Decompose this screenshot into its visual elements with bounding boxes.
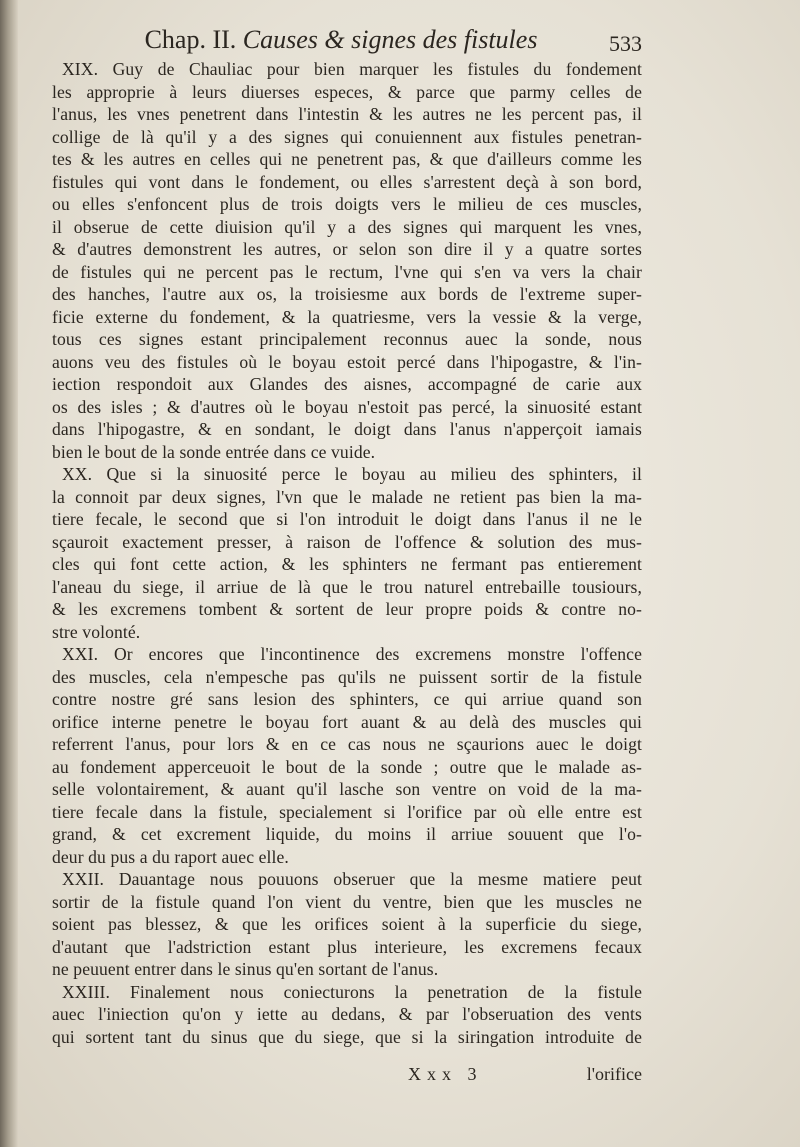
text-line: qui sortent tant du sinus que du siege, que si la siringation introduite de — [52, 1026, 642, 1047]
text-line: bien le bout de la sonde entrée dans ce vuide. — [52, 441, 376, 462]
chapter-title: Causes & signes des fistules — [242, 25, 538, 54]
text-line: tiere fecale dans la fistule, specialement si l'orifice par où elle entre est — [52, 801, 642, 822]
signature-mark: Xxx 3 — [408, 1064, 483, 1084]
text-line: XXI. Or encores que l'incontinence des excremens monstre l'offence — [62, 644, 642, 664]
text-line: iection respondoit aux Glandes des aisnes, accompagné de carie aux — [52, 374, 642, 394]
text-line: des hanches, l'autre aux os, la troisiesme aux bords de l'extreme super- — [52, 284, 642, 304]
text-line: fistules qui vont dans le fondement, ou elles s'arrestent deçà à son bord, — [52, 171, 642, 192]
text-line: auons veu des fistules où le boyau estoit percé dans l'hipogastre, & l'in- — [52, 351, 642, 372]
text-line: XXIII. Finalement nous coniecturons la penetration de la fistule — [62, 981, 642, 1002]
text-line: ficie externe du fondement, & la quatriesme, vers la vessie & la verge, — [52, 306, 642, 327]
text-line: des muscles, cela n'empesche pas qu'ils ne puissent sortir de la fistule — [52, 666, 642, 687]
text-line: tous ces signes estant principalement reconnus auec la sonde, nous — [52, 329, 642, 349]
catchword: l'orifice — [586, 1064, 642, 1084]
text-line: d'autant que l'adstriction estant plus interieure, les excremens fecaux — [52, 936, 642, 957]
text-line: os des isles ; & d'autres où le boyau n'estoit pas percé, la sinuosité estant — [52, 396, 642, 417]
text-line: sçauroit exactement presser, à raison de l'offence & solution des mus- — [52, 531, 642, 552]
text-line: tes & les autres en celles qui ne penetrent pas, & que d'ailleurs comme les — [52, 149, 642, 169]
text-line: sortir de la fistule quand l'on vient du ventre, bien que les muscles ne — [52, 891, 642, 912]
text-line: de fistules qui ne percent pas le rectum, l'vne qui s'en va vers la chair — [52, 261, 642, 282]
text-line: dans l'hipogastre, & en sondant, le doigt dans l'anus n'apperçoit iamais — [52, 419, 642, 439]
text-line: collige de là qu'il y a des signes qui conuiennent aux fistules penetran- — [52, 126, 642, 147]
text-line: les approprie à leurs diuerses especes, & parce que parmy celles de — [52, 81, 642, 102]
text-line: contre nostre gré sans lesion des sphinters, ce qui arriue quand son — [52, 689, 642, 709]
text-line: au fondement apperceuoit le bout de la sonde ; outre que le malade as- — [52, 756, 642, 777]
book-gutter-shadow — [0, 0, 18, 1147]
text-line: & d'autres demonstrent les autres, or selon son dire il y a quatre sortes — [52, 239, 642, 259]
text-line: XIX. Guy de Chauliac pour bien marquer les fistules du fondement — [62, 59, 642, 79]
chapter-label: Chap. II. — [144, 25, 237, 54]
text-line: selle volontairement, & auant qu'il lasche son ventre on void de la ma- — [52, 779, 642, 799]
text-line: soient pas blessez, & que les orifices soient à la superficie du siege, — [52, 914, 642, 934]
body-text — [52, 58, 642, 1048]
text-line: l'aneau du siege, il arriue de là que le trou naturel entrebaille tousiours, — [52, 576, 642, 597]
text-line: auec l'iniection qu'on y iette au dedans, & par l'obseruation des vents — [52, 1004, 642, 1024]
text-line: tiere fecale, le second que si l'on introduit le doigt dans l'anus il ne le — [52, 509, 642, 529]
text-line: cles qui font cette action, & les sphinters ne fermant pas entierement — [52, 554, 642, 574]
text-line: ou elles s'enfoncent plus de trois doigts vers le milieu de ces muscles, — [52, 194, 642, 214]
text-line: ne peuuent entrer dans le sinus qu'en sortant de l'anus. — [52, 959, 439, 979]
text-line: referrent l'anus, pour lors & en ce cas nous ne sçaurions auec le doigt — [52, 734, 642, 754]
text-line: grand, & cet excrement liquide, du moins il arriue souuent que l'o- — [52, 824, 642, 844]
text-line: la connoit par deux signes, l'vn que le malade ne retient pas bien la ma- — [52, 486, 642, 507]
text-line: deur du pus a du raport auec elle. — [52, 846, 289, 867]
text-line: XXII. Dauantage nous pouuons obseruer que la mesme matiere peut — [62, 869, 642, 889]
text-line: orifice interne penetre le boyau fort auant & au delà des muscles qui — [52, 711, 642, 732]
text-line: XX. Que si la sinuosité perce le boyau au milieu des sphinters, il — [62, 464, 642, 484]
running-header — [40, 22, 642, 58]
text-line: & les excremens tombent & sortent de leur propre poids & contre no- — [52, 599, 642, 619]
text-line: il obserue de cette diuision qu'il y a des signes qui marquent les vnes, — [52, 216, 642, 237]
text-line: stre volonté. — [52, 621, 141, 642]
page-number: 533 — [609, 31, 642, 56]
text-line: l'anus, les vnes penetrent dans l'intestin & les autres ne les percent pas, il — [52, 104, 642, 124]
page-footer — [52, 1062, 642, 1086]
